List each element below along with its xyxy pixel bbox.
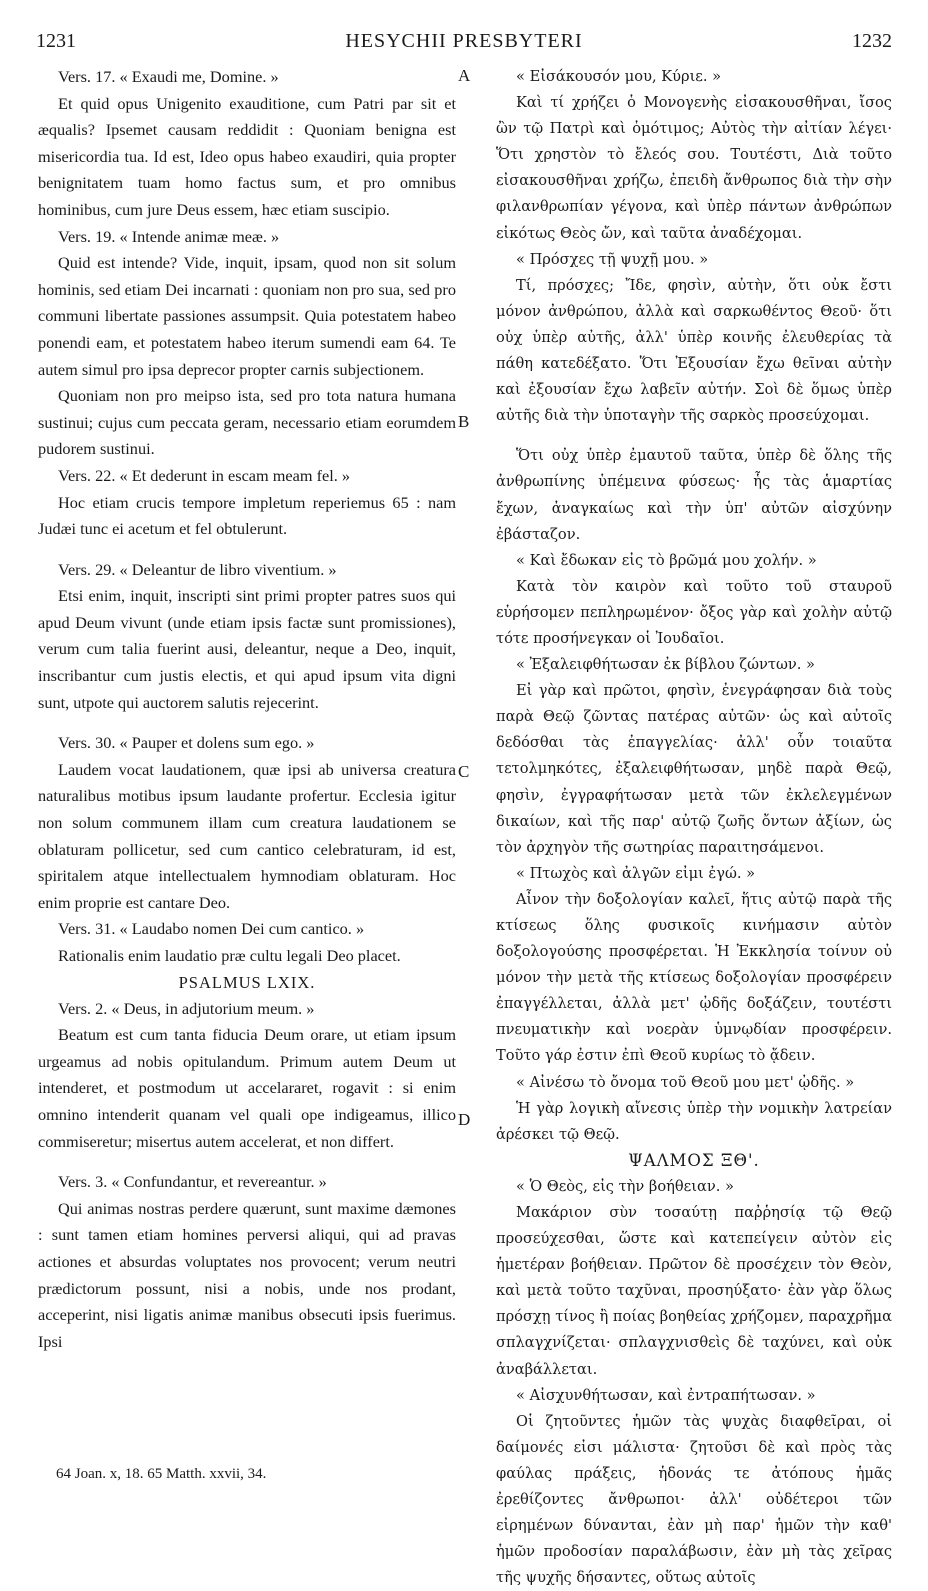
- page-number-left: 1231: [36, 30, 76, 52]
- verse-heading: « Πτωχὸς καὶ ἀλγῶν εἰμι ἐγώ. »: [516, 864, 756, 882]
- verse-heading: « Ἐξαλειφθήτωσαν ἐκ βίβλου ζώντων. »: [516, 656, 815, 674]
- commentary-paragraph: Quoniam non pro meipso ista, sed pro tota natura humana sustinui; cujus cum peccata geram, necessario etiam eorumdem pudorem sustinui.: [38, 386, 456, 459]
- running-title: HESYCHII PRESBYTERI: [345, 30, 583, 52]
- greek-column: [496, 64, 892, 1591]
- page-number-right: 1232: [852, 30, 892, 52]
- verse-heading: Vers. 2. « Deus, in adjutorium meum. »: [58, 998, 315, 1018]
- commentary-paragraph: Ἡ γὰρ λογικὴ αἴνεσις ὑπὲρ τὴν νομικὴν λατρείαν ἀρέσκει τῷ Θεῷ.: [496, 1099, 892, 1143]
- verse-heading: Vers. 17. « Exaudi me, Domine. »: [58, 67, 279, 86]
- footnotes: 64 Joan. x, 18. 65 Matth. xxvii, 34.: [56, 1466, 267, 1482]
- commentary-paragraph: Et quid opus Unigenito exauditione, cum Patri par sit et æqualis? Ipsemet causam reddidit : Quoniam benigna est misericordia tua. Id est, Ideo opus habeo exaudiri, quia propter benignitatem tuam homo factus sum, et pro omnibus hominibus, cum jure Deus essem, hæc etiam suscipio.: [38, 93, 456, 219]
- margin-letter-b: B: [458, 412, 470, 431]
- commentary-paragraph: Τί, πρόσχες; Ἴδε, φησὶν, αὐτὴν, ὅτι οὐκ ἔστι μόνον ἀνθρώπου, ἀλλὰ καὶ σαρκωθέντος Θεοῦ· ὅτι οὐχ ὑπὲρ αὐτῆς, ἀλλ' ὑπὲρ κοινῆς ἐλευθερίας τὰ πάθη κατεδέξατο. Ὅτι Ἐξουσίαν ἔχω θεῖναι αὐτὴν καὶ ἐξουσίαν ἔχω λαβεῖν αὐτήν. Σοὶ δὲ ὅμως ὑπὲρ αὐτῆς διὰ τὴν ὑποταγὴν τῆς σαρκὸς προσεύχομαι.: [496, 276, 892, 425]
- psalm-title: ΨΑΛΜΟΣ ΞΘ'.: [628, 1150, 760, 1170]
- paragraph-gap: [38, 1155, 456, 1169]
- paragraph-gap: [38, 716, 456, 730]
- verse-heading: « Καὶ ἔδωκαν εἰς τὸ βρῶμά μου χολήν. »: [516, 551, 817, 569]
- commentary-paragraph: Hoc etiam crucis tempore impletum reperiemus 65 : nam Judæi tunc ei acetum et fel obtulerunt.: [38, 492, 456, 539]
- latin-column: [38, 64, 456, 1355]
- margin-letter-d: D: [458, 1110, 471, 1129]
- commentary-paragraph: Ὅτι οὐχ ὑπὲρ ἐμαυτοῦ ταῦτα, ὑπὲρ δὲ ὅλης τῆς ἀνθρωπίνης ὑπέμεινα φύσεως· ἧς τὰς ἁμαρτίας ἔχων, ἀναγκαίως καὶ τὴν ὑπ' αὐτῶν αἰσχύνην ἐβάσταζον.: [496, 447, 892, 543]
- commentary-paragraph: Εἰ γὰρ καὶ πρῶτοι, φησὶν, ἐνεγράφησαν διὰ τοὺς παρὰ Θεῷ ζῶντας πατέρας αὐτῶν· ὡς καὶ αὐτοῖς δεδόσθαι τὰς ἐπαγγελίας· ἀλλ' οὖν τοιαῦτα τετολμηκότες, ἐξαλειφθήτωσαν, μηδὲ παρὰ Θεῷ, φησὶν, ἐγγραφήτωσαν μετὰ τῶν ἐκλελεγμένων δικαίων, καὶ τῆς παρ' αὐτῷ ζωῆς ὄντων ἀξίων, ὡς τὸν ἀρχηγὸν τῆς σωτηρίας παραιτησάμενοι.: [496, 682, 892, 856]
- commentary-paragraph: Καὶ τί χρήζει ὁ Μονογενὴς εἰσακουσθῆναι, ἴσος ὢν τῷ Πατρὶ καὶ ὁμότιμος; Αὐτὸς τὴν αἰτίαν λέγει· Ὅτι χρηστὸν τὸ ἔλεός σου. Τουτέστι, Διὰ τοῦτο εἰσακουσθῆναι χρήζω, ἐπειδὴ ἄνθρωπος διὰ τὴν σὴν φιλανθρωπίαν γέγονα, καὶ ὑπὲρ πάντων ἀνθρώπων εἰκότως Θεὸς ὤν, καὶ ταῦτα ἀναδέχομαι.: [496, 94, 892, 242]
- verse-heading: « Αἰνέσω τὸ ὄνομα τοῦ Θεοῦ μου μετ' ᾠδῆς. »: [516, 1073, 855, 1091]
- verse-heading: « Εἰσάκουσόν μου, Κύριε. »: [516, 68, 722, 85]
- commentary-paragraph: Μακάριον σὺν τοσαύτῃ παῤῥησίᾳ τῷ Θεῷ προσεύχεσθαι, ὥστε καὶ κατεπείγειν αὐτὸν εἰς ἡμετέραν βοήθειαν. Πρῶτον δὲ προσέχειν τὸν Θεὸν, καὶ μετὰ τοῦτο ταχῦναι, προσηύξατο· ἐὰν γὰρ ὅλως πρόσχῃ τίνος ἢ ποίας βοηθείας χρήζομεν, παραχρῆμα σπλαγχνίζεται· σπλαγχνισθεὶς δὲ ταχύνει, καὶ οὐκ ἀναβάλλεται.: [496, 1203, 892, 1378]
- verse-heading: « Πρόσχες τῇ ψυχῇ μου. »: [516, 250, 709, 268]
- verse-heading: Vers. 19. « Intende animæ meæ. »: [58, 226, 280, 246]
- paragraph-gap: [38, 543, 456, 557]
- latin-text: [38, 64, 456, 1355]
- commentary-paragraph: Etsi enim, inquit, inscripti sint primi propter patres suos qui apud Deum vivunt (unde etiam ipsis factæ sunt promissiones), verum cum talia fuerint ausi, deleantur, neque a Deo, inquit, inscribantur cum justis electis, et qui apud ipsum vita digni sunt, utpote qui auctorem salutis rejecerint.: [38, 586, 456, 712]
- verse-heading: Vers. 29. « Deleantur de libro viventium. »: [58, 559, 337, 579]
- verse-heading: Vers. 22. « Et dederunt in escam meam fel. »: [58, 465, 351, 485]
- verse-heading: Vers. 31. « Laudabo nomen Dei cum cantico. »: [58, 919, 365, 939]
- greek-text: [496, 64, 892, 1591]
- commentary-paragraph: Beatum est cum tanta fiducia Deum orare, ut etiam ipsum urgeamus ad nobis opitulandum. Primum autem Deum ut intenderet, et postmodum ut accelararet, rogavit : si enim omnino intenderit quanam vel quali ope indigeamus, illico commiseretur; misertus autem accelerat, et non differt.: [38, 1025, 456, 1151]
- commentary-paragraph: Quid est intende? Vide, inquit, ipsam, quod non sit solum hominis, sed etiam Dei incarnati : quoniam non pro sua, sed pro communi libertate passiones assumpsit. Quia potestatem habeo ponendi eam, et potestatem habeo iterum sumendi eam 64. Te autem simul pro ipsa deprecor propter carnis subjectionem.: [38, 253, 456, 379]
- margin-letter-a: A: [458, 66, 471, 85]
- commentary-paragraph: Laudem vocat laudationem, quæ ipsi ab universa creatura naturalibus motibus ipsum laudante profertur. Ecclesia igitur non solum communem illam cum creatura laudationem se oblaturam pollicetur, sed cum cantico celebraturam, id est, spiritalem atque intellectualem hymnodiam oblaturam. Hoc enim proprie est cantare Deo.: [38, 759, 456, 912]
- verse-heading: Vers. 30. « Pauper et dolens sum ego. »: [58, 733, 315, 753]
- verse-heading: Vers. 3. « Confundantur, et revereantur. »: [58, 1172, 327, 1192]
- margin-letter-c: C: [458, 762, 470, 781]
- paragraph-gap: [496, 429, 892, 443]
- commentary-paragraph: Qui animas nostras perdere quærunt, sunt maxime dæmones : sunt tamen etiam homines perversi aliqui, qui ad pravas actiones et absurdas voluptates nos provocent; verum neutri prædictorum possunt, nisi a nobis, unde nos prodant, acceperint, nisi ligatis animæ manibus obsecuti ipsis fuerimus. Ipsi: [38, 1198, 456, 1351]
- commentary-paragraph: Αἶνον τὴν δοξολογίαν καλεῖ, ἥτις αὐτῷ παρὰ τῆς κτίσεως ὅλης φυσικοῖς κινήμασιν αὐτὸν δοξολογούσης προσφέρεται. Ἡ Ἐκκλησία τοίνυν οὐ μόνον τὴν μετὰ τῆς κτίσεως δοξολογίαν προσφέρειν ἐπαγγέλλεται, ἀλλὰ μετ' ᾠδῆς δοξάζειν, τουτέστι πνευματικὴν καὶ νοερὰν ὑμνῳδίαν προσφέρειν. Τοῦτο γάρ ἐστιν ἐπὶ Θεοῦ κυρίως τὸ ᾄδειν.: [496, 890, 892, 1065]
- commentary-paragraph: Οἱ ζητοῦντες ἡμῶν τὰς ψυχὰς διαφθεῖραι, οἱ δαίμονές εἰσι μάλιστα· ζητοῦσι δὲ καὶ πρὸς τὰς φαύλας πράξεις, ἡδονάς τε ἀτόπους ἡμᾶς ἐρεθίζοντες ἄνθρωποι· ἀλλ' οὐδέτεροι τῶν εἰρημένων δύνανται, ἐὰν μὴ παρ' ἡμῶν τὴν καθ' ἡμῶν προδοσίαν παραλάβωσιν, ἐὰν μὴ τὰς χεῖρας τῆς ψυχῆς δήσαντες, οὕτως αὐτοῖς: [496, 1412, 892, 1587]
- psalm-title: PSALMUS LXIX.: [178, 972, 316, 992]
- verse-heading: « Αἰσχυνθήτωσαν, καὶ ἐντραπήτωσαν. »: [516, 1386, 816, 1404]
- commentary-paragraph: Rationalis enim laudatio præ cultu legali Deo placet.: [58, 946, 401, 965]
- running-header: [36, 30, 892, 58]
- commentary-paragraph: Κατὰ τὸν καιρὸν καὶ τοῦτο τοῦ σταυροῦ εὑρήσομεν πεπληρωμένον· ὄξος γὰρ καὶ χολὴν αὐτῷ τότε προσήνεγκαν οἱ Ἰουδαῖοι.: [496, 577, 892, 647]
- verse-heading: « Ὁ Θεὸς, εἰς τὴν βοήθειαν. »: [516, 1177, 734, 1195]
